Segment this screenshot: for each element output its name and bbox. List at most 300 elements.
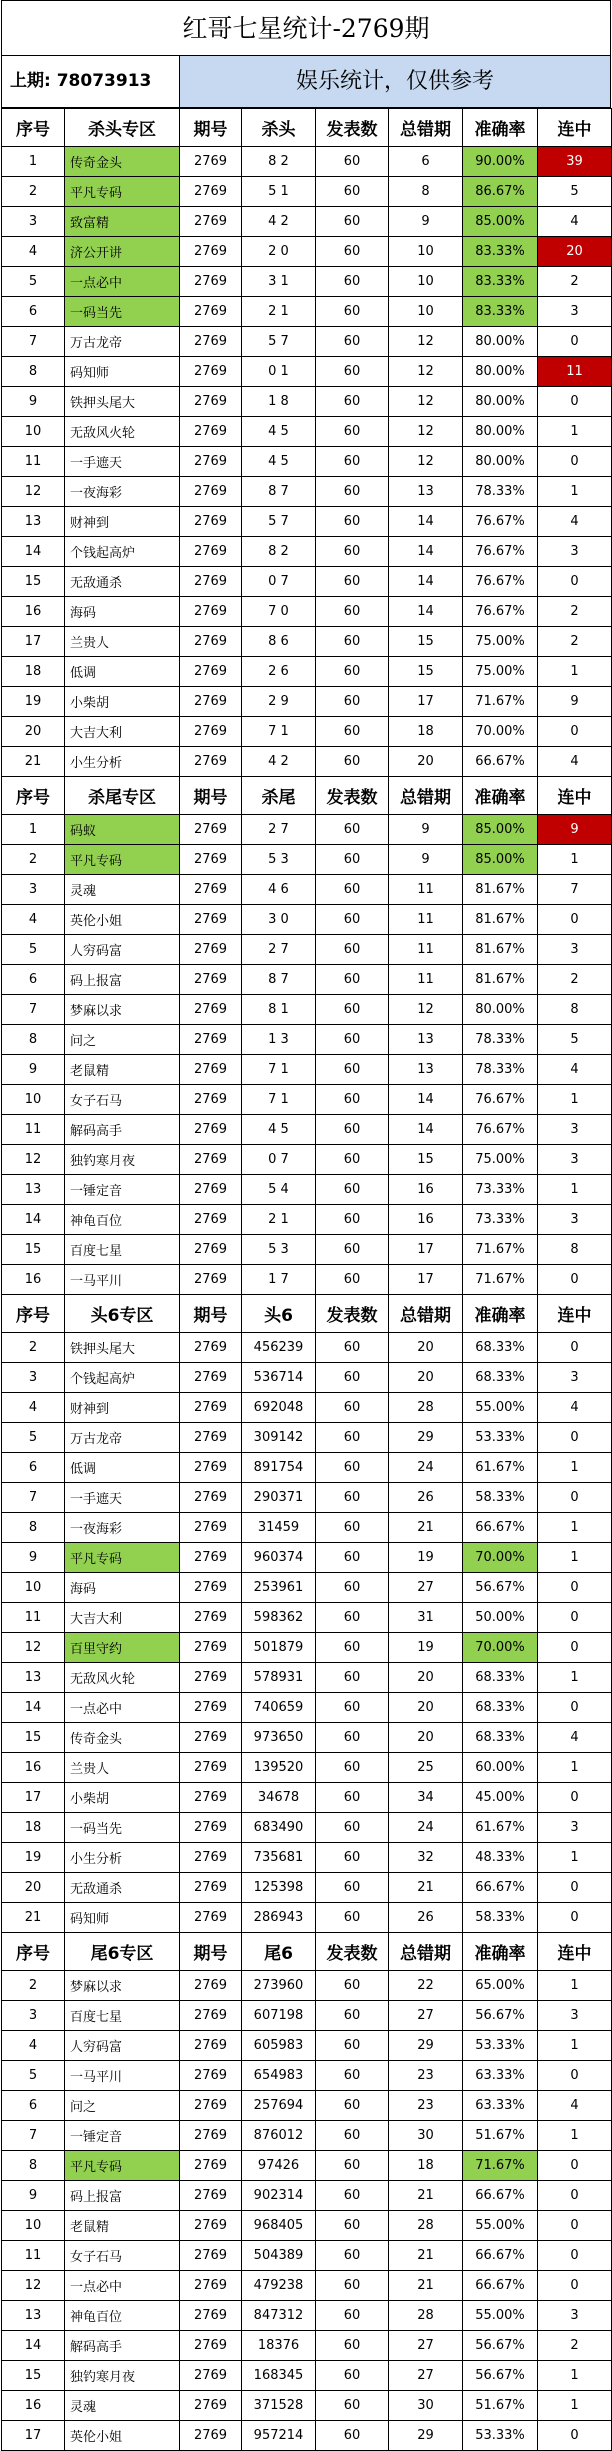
win-streak: 1 <box>538 2031 612 2061</box>
issue-number: 2769 <box>180 2031 242 2061</box>
error-count: 21 <box>389 2181 463 2211</box>
pick-value: 2 6 <box>242 657 316 687</box>
section-header-row <box>2 109 612 147</box>
col-header-issue: 期号 <box>180 1295 242 1333</box>
accuracy-rate: 81.67% <box>463 875 538 905</box>
issue-number: 2769 <box>180 417 242 447</box>
error-count: 14 <box>389 507 463 537</box>
predictor-name: 神龟百位 <box>65 2301 180 2331</box>
col-header-errors: 总错期 <box>389 1933 463 1971</box>
win-streak: 1 <box>538 477 612 507</box>
col-header-no: 序号 <box>2 1295 65 1333</box>
issue-number: 2769 <box>180 1971 242 2001</box>
predictor-name: 无敌通杀 <box>65 1873 180 1903</box>
issue-number: 2769 <box>180 297 242 327</box>
predictor-name: 一点必中 <box>65 267 180 297</box>
win-streak: 7 <box>538 875 612 905</box>
post-count: 60 <box>316 147 389 177</box>
row-index: 9 <box>2 1055 65 1085</box>
predictor-name: 海码 <box>65 1573 180 1603</box>
accuracy-rate: 61.67% <box>463 1813 538 1843</box>
win-streak: 8 <box>538 1235 612 1265</box>
error-count: 14 <box>389 1085 463 1115</box>
accuracy-rate: 68.33% <box>463 1723 538 1753</box>
post-count: 60 <box>316 1393 389 1423</box>
error-count: 9 <box>389 207 463 237</box>
error-count: 28 <box>389 1393 463 1423</box>
post-count: 60 <box>316 875 389 905</box>
pick-value: 4 2 <box>242 747 316 777</box>
row-index: 18 <box>2 1813 65 1843</box>
row-index: 7 <box>2 1483 65 1513</box>
win-streak: 0 <box>538 1333 612 1363</box>
col-header-no: 序号 <box>2 109 65 147</box>
post-count: 60 <box>316 327 389 357</box>
row-index: 11 <box>2 1603 65 1633</box>
table-row <box>2 1055 612 1085</box>
pick-value: 4 6 <box>242 875 316 905</box>
accuracy-rate: 66.67% <box>463 1873 538 1903</box>
predictor-name: 码蚁 <box>65 815 180 845</box>
win-streak: 1 <box>538 2121 612 2151</box>
post-count: 60 <box>316 2391 389 2421</box>
row-index: 20 <box>2 717 65 747</box>
pick-value: 7 1 <box>242 1055 316 1085</box>
predictor-name: 个钱起高炉 <box>65 1363 180 1393</box>
accuracy-rate: 78.33% <box>463 477 538 507</box>
post-count: 60 <box>316 845 389 875</box>
predictor-name: 小柴胡 <box>65 1783 180 1813</box>
row-index: 17 <box>2 1783 65 1813</box>
issue-number: 2769 <box>180 387 242 417</box>
pick-value: 0 7 <box>242 567 316 597</box>
issue-number: 2769 <box>180 2271 242 2301</box>
row-index: 13 <box>2 1175 65 1205</box>
accuracy-rate: 75.00% <box>463 657 538 687</box>
table-row <box>2 965 612 995</box>
win-streak: 4 <box>538 2091 612 2121</box>
accuracy-rate: 68.33% <box>463 1333 538 1363</box>
post-count: 60 <box>316 237 389 267</box>
issue-number: 2769 <box>180 2151 242 2181</box>
accuracy-rate: 83.33% <box>463 267 538 297</box>
pick-value: 654983 <box>242 2061 316 2091</box>
win-streak: 1 <box>538 1085 612 1115</box>
table-row <box>2 845 612 875</box>
issue-number: 2769 <box>180 1873 242 1903</box>
issue-number: 2769 <box>180 845 242 875</box>
issue-number: 2769 <box>180 995 242 1025</box>
pick-value: 0 1 <box>242 357 316 387</box>
issue-number: 2769 <box>180 1903 242 1933</box>
row-index: 2 <box>2 1333 65 1363</box>
table-row <box>2 1483 612 1513</box>
accuracy-rate: 55.00% <box>463 1393 538 1423</box>
pick-value: 34678 <box>242 1783 316 1813</box>
error-count: 24 <box>389 1453 463 1483</box>
error-count: 27 <box>389 2361 463 2391</box>
predictor-name: 码知师 <box>65 1903 180 1933</box>
col-header-zone: 杀尾专区 <box>65 777 180 815</box>
row-index: 13 <box>2 1663 65 1693</box>
row-index: 3 <box>2 875 65 905</box>
win-streak: 1 <box>538 1971 612 2001</box>
pick-value: 479238 <box>242 2271 316 2301</box>
predictor-name: 女子石马 <box>65 2241 180 2271</box>
issue-number: 2769 <box>180 905 242 935</box>
win-streak: 3 <box>538 1145 612 1175</box>
post-count: 60 <box>316 1723 389 1753</box>
issue-number: 2769 <box>180 747 242 777</box>
predictor-name: 财神到 <box>65 1393 180 1423</box>
row-index: 2 <box>2 177 65 207</box>
post-count: 60 <box>316 747 389 777</box>
win-streak: 0 <box>538 2181 612 2211</box>
pick-value: 8 6 <box>242 627 316 657</box>
col-header-no: 序号 <box>2 777 65 815</box>
issue-number: 2769 <box>180 1483 242 1513</box>
col-header-pick: 杀尾 <box>242 777 316 815</box>
predictor-name: 海码 <box>65 597 180 627</box>
error-count: 29 <box>389 2421 463 2451</box>
pick-value: 7 1 <box>242 1085 316 1115</box>
predictor-name: 低调 <box>65 1453 180 1483</box>
row-index: 16 <box>2 597 65 627</box>
win-streak: 4 <box>538 747 612 777</box>
accuracy-rate: 76.67% <box>463 597 538 627</box>
win-streak: 3 <box>538 1813 612 1843</box>
error-count: 21 <box>389 2241 463 2271</box>
issue-number: 2769 <box>180 177 242 207</box>
post-count: 60 <box>316 2031 389 2061</box>
issue-number: 2769 <box>180 447 242 477</box>
accuracy-rate: 76.67% <box>463 537 538 567</box>
post-count: 60 <box>316 2331 389 2361</box>
post-count: 60 <box>316 627 389 657</box>
accuracy-rate: 71.67% <box>463 2151 538 2181</box>
table-row <box>2 1423 612 1453</box>
pick-value: 7 1 <box>242 717 316 747</box>
col-header-accuracy: 准确率 <box>463 777 538 815</box>
table-row <box>2 1813 612 1843</box>
issue-number: 2769 <box>180 1115 242 1145</box>
predictor-name: 百度七星 <box>65 2001 180 2031</box>
row-index: 15 <box>2 1723 65 1753</box>
accuracy-rate: 70.00% <box>463 717 538 747</box>
issue-number: 2769 <box>180 1813 242 1843</box>
predictor-name: 兰贵人 <box>65 1753 180 1783</box>
pick-value: 7 0 <box>242 597 316 627</box>
col-header-pick: 头6 <box>242 1295 316 1333</box>
pick-value: 168345 <box>242 2361 316 2391</box>
issue-number: 2769 <box>180 1633 242 1663</box>
pick-value: 5 7 <box>242 327 316 357</box>
table-row <box>2 2031 612 2061</box>
error-count: 22 <box>389 1971 463 2001</box>
win-streak: 3 <box>538 1115 612 1145</box>
error-count: 27 <box>389 2001 463 2031</box>
row-index: 16 <box>2 1265 65 1295</box>
issue-number: 2769 <box>180 2091 242 2121</box>
accuracy-rate: 45.00% <box>463 1783 538 1813</box>
issue-number: 2769 <box>180 2391 242 2421</box>
accuracy-rate: 56.67% <box>463 2361 538 2391</box>
issue-number: 2769 <box>180 1573 242 1603</box>
post-count: 60 <box>316 1235 389 1265</box>
issue-number: 2769 <box>180 2301 242 2331</box>
col-header-streak: 连中 <box>538 109 612 147</box>
accuracy-rate: 73.33% <box>463 1205 538 1235</box>
post-count: 60 <box>316 1783 389 1813</box>
table-row <box>2 1363 612 1393</box>
table-row <box>2 207 612 237</box>
table-row <box>2 1145 612 1175</box>
section-header-row <box>2 1933 612 1971</box>
stats-sheet <box>1 0 611 2451</box>
issue-number: 2769 <box>180 1175 242 1205</box>
win-streak: 3 <box>538 2301 612 2331</box>
pick-value: 273960 <box>242 1971 316 2001</box>
accuracy-rate: 85.00% <box>463 207 538 237</box>
pick-value: 536714 <box>242 1363 316 1393</box>
row-index: 17 <box>2 2421 65 2451</box>
pick-value: 4 5 <box>242 417 316 447</box>
pick-value: 8 7 <box>242 477 316 507</box>
predictor-name: 灵魂 <box>65 2391 180 2421</box>
issue-number: 2769 <box>180 2061 242 2091</box>
accuracy-rate: 76.67% <box>463 1085 538 1115</box>
row-index: 10 <box>2 2211 65 2241</box>
issue-number: 2769 <box>180 1753 242 1783</box>
predictor-name: 神龟百位 <box>65 1205 180 1235</box>
row-index: 11 <box>2 1115 65 1145</box>
error-count: 21 <box>389 1873 463 1903</box>
table-row <box>2 1971 612 2001</box>
row-index: 16 <box>2 1753 65 1783</box>
pick-value: 902314 <box>242 2181 316 2211</box>
row-index: 7 <box>2 2121 65 2151</box>
error-count: 19 <box>389 1633 463 1663</box>
col-header-pick: 杀头 <box>242 109 316 147</box>
table-row <box>2 2271 612 2301</box>
win-streak: 0 <box>538 447 612 477</box>
pick-value: 2 7 <box>242 815 316 845</box>
col-header-errors: 总错期 <box>389 1295 463 1333</box>
row-index: 12 <box>2 477 65 507</box>
table-row <box>2 1085 612 1115</box>
win-streak: 9 <box>538 815 612 845</box>
post-count: 60 <box>316 2421 389 2451</box>
pick-value: 607198 <box>242 2001 316 2031</box>
post-count: 60 <box>316 815 389 845</box>
win-streak: 0 <box>538 327 612 357</box>
table-row <box>2 747 612 777</box>
win-streak: 0 <box>538 1265 612 1295</box>
page-title: 红哥七星统计-2769期 <box>1 0 611 56</box>
win-streak: 1 <box>538 657 612 687</box>
post-count: 60 <box>316 2091 389 2121</box>
pick-value: 2 9 <box>242 687 316 717</box>
post-count: 60 <box>316 1205 389 1235</box>
error-count: 28 <box>389 2211 463 2241</box>
table-row <box>2 1453 612 1483</box>
win-streak: 2 <box>538 2331 612 2361</box>
table-row <box>2 1873 612 1903</box>
row-index: 7 <box>2 995 65 1025</box>
accuracy-rate: 85.00% <box>463 845 538 875</box>
table-row <box>2 417 612 447</box>
table-row <box>2 507 612 537</box>
accuracy-rate: 51.67% <box>463 2391 538 2421</box>
issue-number: 2769 <box>180 1843 242 1873</box>
pick-value: 2 7 <box>242 935 316 965</box>
pick-value: 683490 <box>242 1813 316 1843</box>
predictor-name: 无敌风火轮 <box>65 417 180 447</box>
col-header-zone: 尾6专区 <box>65 1933 180 1971</box>
table-row <box>2 1175 612 1205</box>
error-count: 19 <box>389 1543 463 1573</box>
predictor-name: 传奇金头 <box>65 147 180 177</box>
table-row <box>2 447 612 477</box>
table-row <box>2 627 612 657</box>
win-streak: 0 <box>538 1573 612 1603</box>
row-index: 8 <box>2 1513 65 1543</box>
pick-value: 257694 <box>242 2091 316 2121</box>
accuracy-rate: 70.00% <box>463 1543 538 1573</box>
post-count: 60 <box>316 1333 389 1363</box>
issue-number: 2769 <box>180 237 242 267</box>
issue-number: 2769 <box>180 875 242 905</box>
col-header-posts: 发表数 <box>316 109 389 147</box>
row-index: 8 <box>2 2151 65 2181</box>
table-row <box>2 935 612 965</box>
post-count: 60 <box>316 1633 389 1663</box>
predictor-name: 码上报富 <box>65 965 180 995</box>
issue-number: 2769 <box>180 1393 242 1423</box>
error-count: 20 <box>389 1363 463 1393</box>
predictor-name: 小生分析 <box>65 747 180 777</box>
table-row <box>2 2211 612 2241</box>
error-count: 20 <box>389 1333 463 1363</box>
win-streak: 2 <box>538 627 612 657</box>
row-index: 21 <box>2 1903 65 1933</box>
row-index: 3 <box>2 207 65 237</box>
predictor-name: 铁押头尾大 <box>65 1333 180 1363</box>
table-row <box>2 2241 612 2271</box>
accuracy-rate: 50.00% <box>463 1603 538 1633</box>
accuracy-rate: 61.67% <box>463 1453 538 1483</box>
predictor-name: 英伦小姐 <box>65 2421 180 2451</box>
predictor-name: 人穷码富 <box>65 2031 180 2061</box>
table-row <box>2 1603 612 1633</box>
pick-value: 253961 <box>242 1573 316 1603</box>
row-index: 8 <box>2 357 65 387</box>
post-count: 60 <box>316 1693 389 1723</box>
win-streak: 0 <box>538 2061 612 2091</box>
error-count: 27 <box>389 2331 463 2361</box>
predictor-name: 致富精 <box>65 207 180 237</box>
predictor-name: 老鼠精 <box>65 1055 180 1085</box>
win-streak: 1 <box>538 1753 612 1783</box>
error-count: 20 <box>389 1663 463 1693</box>
table-row <box>2 2091 612 2121</box>
col-header-accuracy: 准确率 <box>463 1295 538 1333</box>
row-index: 1 <box>2 815 65 845</box>
col-header-streak: 连中 <box>538 1295 612 1333</box>
table-row <box>2 567 612 597</box>
accuracy-rate: 80.00% <box>463 447 538 477</box>
issue-number: 2769 <box>180 1205 242 1235</box>
table-row <box>2 2181 612 2211</box>
table-row <box>2 297 612 327</box>
accuracy-rate: 68.33% <box>463 1663 538 1693</box>
pick-value: 5 3 <box>242 845 316 875</box>
error-count: 18 <box>389 717 463 747</box>
post-count: 60 <box>316 2301 389 2331</box>
pick-value: 8 1 <box>242 995 316 1025</box>
pick-value: 504389 <box>242 2241 316 2271</box>
table-row <box>2 1333 612 1363</box>
accuracy-rate: 58.33% <box>463 1903 538 1933</box>
accuracy-rate: 80.00% <box>463 357 538 387</box>
col-header-accuracy: 准确率 <box>463 1933 538 1971</box>
pick-value: 3 0 <box>242 905 316 935</box>
accuracy-rate: 80.00% <box>463 995 538 1025</box>
error-count: 32 <box>389 1843 463 1873</box>
post-count: 60 <box>316 2181 389 2211</box>
win-streak: 1 <box>538 2361 612 2391</box>
pick-value: 4 2 <box>242 207 316 237</box>
error-count: 10 <box>389 237 463 267</box>
stats-table-body <box>2 109 612 2451</box>
issue-number: 2769 <box>180 717 242 747</box>
row-index: 9 <box>2 1543 65 1573</box>
table-row <box>2 1025 612 1055</box>
issue-number: 2769 <box>180 2361 242 2391</box>
error-count: 12 <box>389 417 463 447</box>
col-header-issue: 期号 <box>180 1933 242 1971</box>
issue-number: 2769 <box>180 1453 242 1483</box>
row-index: 14 <box>2 2331 65 2361</box>
post-count: 60 <box>316 2241 389 2271</box>
predictor-name: 一码当先 <box>65 297 180 327</box>
accuracy-rate: 56.67% <box>463 1573 538 1603</box>
table-row <box>2 1115 612 1145</box>
issue-number: 2769 <box>180 207 242 237</box>
win-streak: 1 <box>538 2391 612 2421</box>
pick-value: 8 2 <box>242 537 316 567</box>
issue-number: 2769 <box>180 687 242 717</box>
predictor-name: 问之 <box>65 1025 180 1055</box>
error-count: 15 <box>389 657 463 687</box>
accuracy-rate: 55.00% <box>463 2301 538 2331</box>
post-count: 60 <box>316 905 389 935</box>
row-index: 12 <box>2 2271 65 2301</box>
win-streak: 20 <box>538 237 612 267</box>
predictor-name: 大吉大利 <box>65 717 180 747</box>
accuracy-rate: 63.33% <box>463 2091 538 2121</box>
table-row <box>2 1663 612 1693</box>
win-streak: 0 <box>538 387 612 417</box>
row-index: 14 <box>2 1693 65 1723</box>
row-index: 6 <box>2 1453 65 1483</box>
col-header-errors: 总错期 <box>389 777 463 815</box>
table-row <box>2 2331 612 2361</box>
accuracy-rate: 81.67% <box>463 935 538 965</box>
pick-value: 2 1 <box>242 297 316 327</box>
post-count: 60 <box>316 537 389 567</box>
issue-number: 2769 <box>180 1055 242 1085</box>
